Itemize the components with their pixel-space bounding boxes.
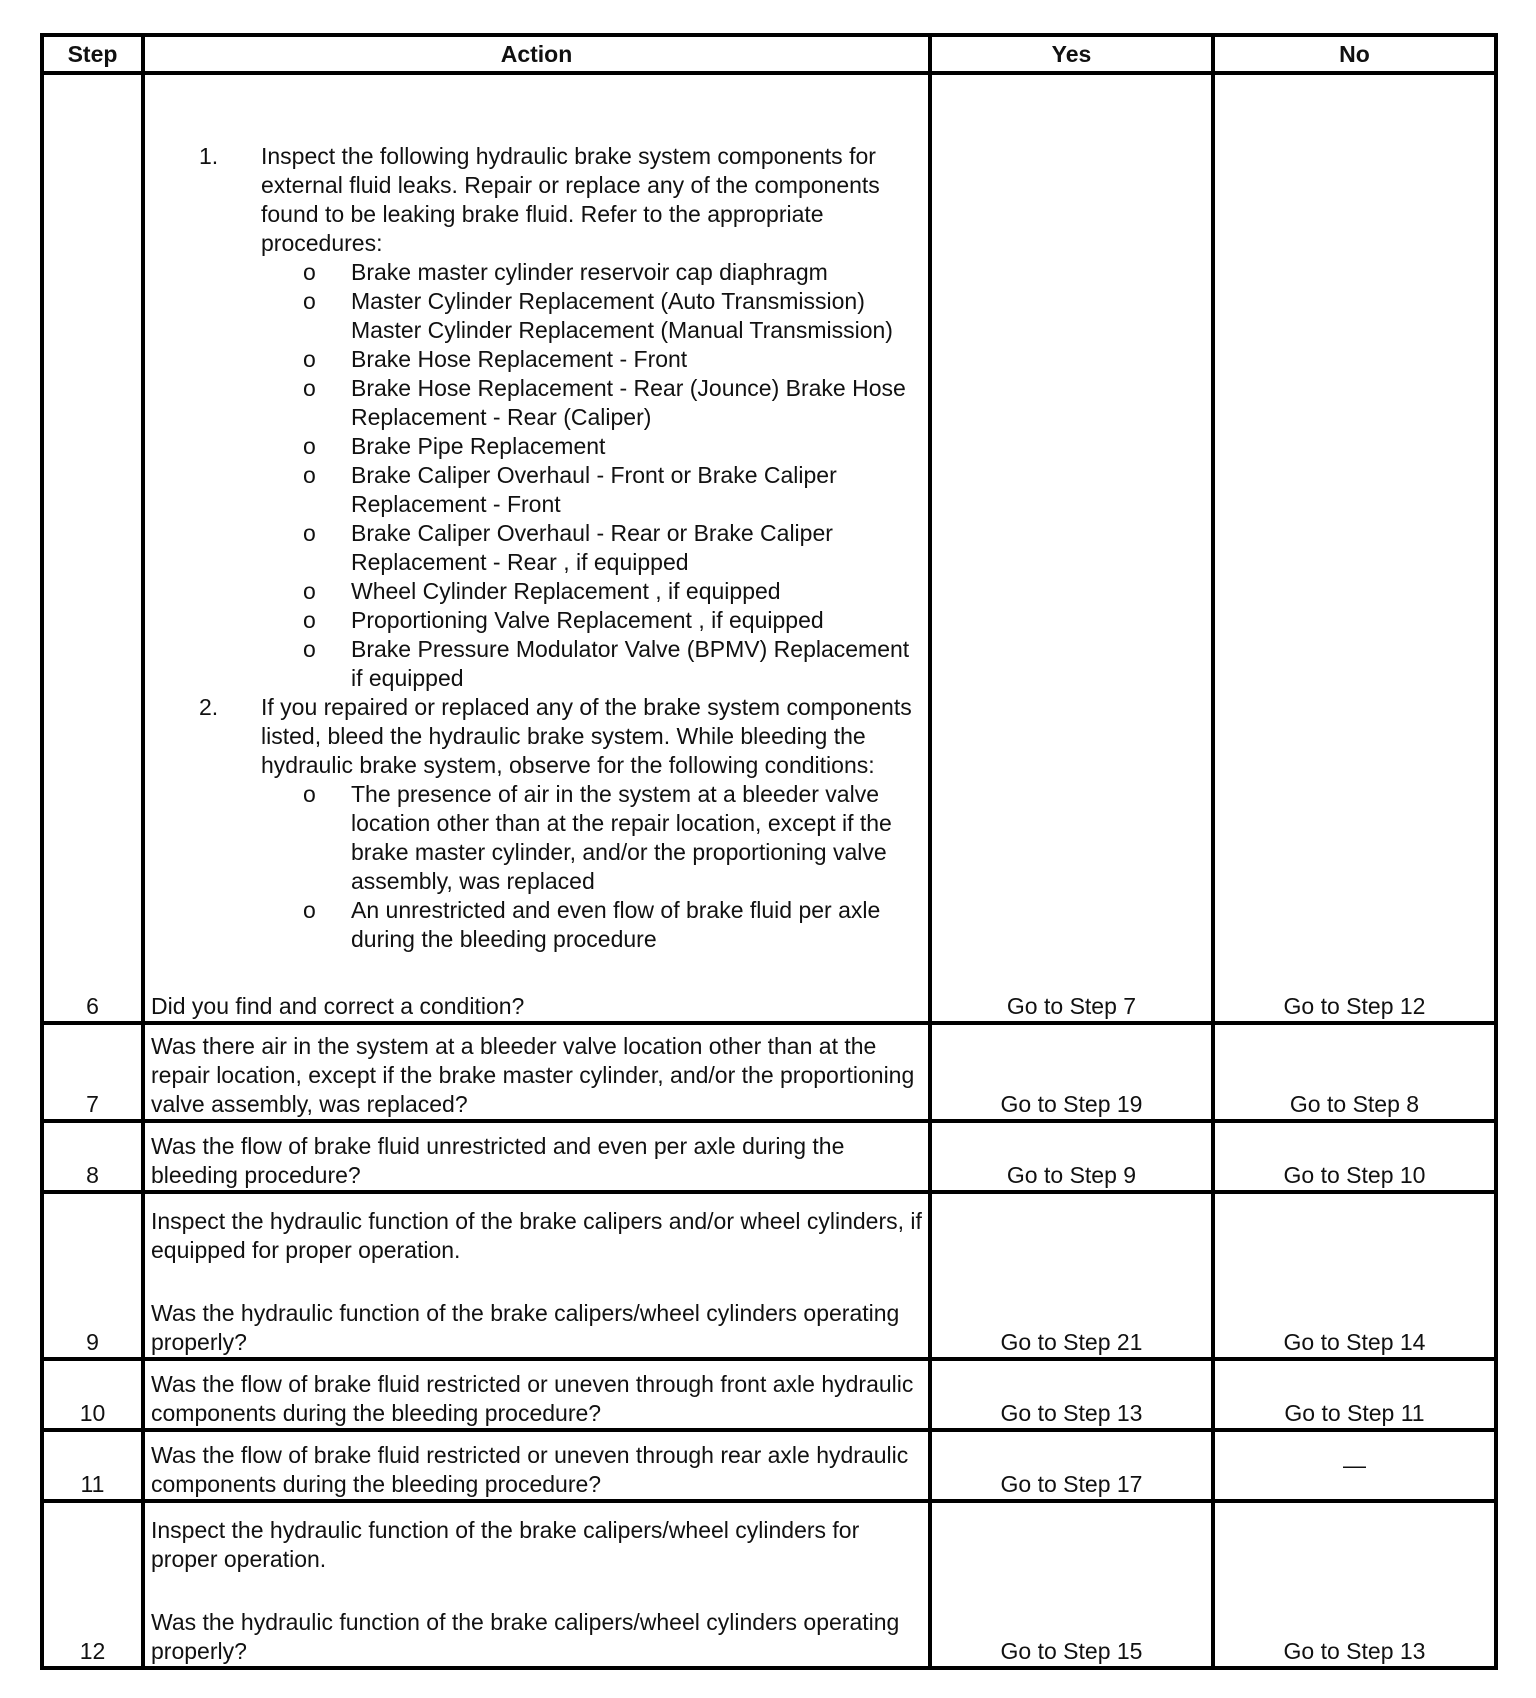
instruction-text: Inspect the hydraulic function of the brake calipers and/or wheel cylinders, if equipped for proper operation.: [151, 1208, 922, 1263]
action-cell: [143, 73, 930, 1023]
yes-result: Go to Step 15: [930, 1501, 1213, 1668]
header-row: [42, 35, 1496, 73]
question-text: Was the flow of brake fluid unrestricted and even per axle during the bleeding procedure?: [143, 1121, 930, 1192]
list-item: o Master Cylinder Replacement (Auto Transmission) Master Cylinder Replacement (Manual Transmission): [303, 288, 893, 343]
no-result: Go to Step 8: [1213, 1023, 1496, 1121]
header-yes: Yes: [930, 35, 1213, 73]
bullet-icon: o: [303, 462, 316, 488]
step-number: 7: [42, 1023, 143, 1121]
step-number: 8: [42, 1121, 143, 1192]
table-row-step-9: [42, 1192, 1496, 1359]
question-text: Was there air in the system at a bleeder valve location other than at the repair location, except if the brake master cylinder, and/or the proportioning valve assembly, was replaced?: [143, 1023, 930, 1121]
instruction-text: Inspect the hydraulic function of the brake calipers/wheel cylinders for proper operation.: [151, 1517, 860, 1572]
list-item: o Brake Hose Replacement - Rear (Jounce) Brake Hose Replacement - Rear (Caliper): [303, 375, 906, 430]
list-item: o Brake Caliper Overhaul - Rear or Brake Caliper Replacement - Rear , if equipped: [303, 520, 833, 575]
action-cell: [143, 1192, 930, 1359]
step-number: 9: [42, 1192, 143, 1359]
question-text: Was the flow of brake fluid restricted or uneven through front axle hydraulic components during the bleeding procedure?: [143, 1359, 930, 1430]
bullet-icon: o: [303, 520, 316, 546]
step-number: 12: [42, 1501, 143, 1668]
table-row-step-10: [42, 1359, 1496, 1430]
header-no: No: [1213, 35, 1496, 73]
question-text: Was the hydraulic function of the brake calipers/wheel cylinders operating properly?: [151, 1300, 900, 1355]
bullet-icon: o: [303, 636, 316, 662]
diagnostic-table: [40, 33, 1498, 1670]
bullet-icon: o: [303, 259, 316, 285]
table-row-step-12: [42, 1501, 1496, 1668]
table-row-step-6: [42, 73, 1496, 1023]
yes-result: Go to Step 17: [930, 1430, 1213, 1501]
no-result: Go to Step 12: [1213, 73, 1496, 1023]
no-result: Go to Step 14: [1213, 1192, 1496, 1359]
list-item: o Brake Pipe Replacement: [303, 433, 606, 459]
action-cell: [143, 1501, 930, 1668]
procedure-text: If you repaired or replaced any of the brake system components listed, bleed the hydraulic brake system. While bleeding the hydraulic brake system, observe for the following conditions:: [261, 694, 912, 778]
procedure-number: 2.: [199, 694, 219, 720]
bullet-icon: o: [303, 375, 316, 401]
bullet-icon: o: [303, 897, 316, 923]
bullet-icon: o: [303, 781, 316, 807]
no-result: Go to Step 11: [1213, 1359, 1496, 1430]
yes-result: Go to Step 7: [930, 73, 1213, 1023]
yes-result: Go to Step 9: [930, 1121, 1213, 1192]
bullet-icon: o: [303, 433, 316, 459]
no-result: —: [1213, 1430, 1496, 1501]
step-number: 11: [42, 1430, 143, 1501]
bullet-icon: o: [303, 607, 316, 633]
no-result: Go to Step 13: [1213, 1501, 1496, 1668]
bullet-icon: o: [303, 288, 316, 314]
question-text: Was the flow of brake fluid restricted or uneven through rear axle hydraulic components during the bleeding procedure?: [143, 1430, 930, 1501]
bullet-icon: o: [303, 578, 316, 604]
yes-result: Go to Step 19: [930, 1023, 1213, 1121]
procedure-item: [199, 142, 922, 693]
component-list: [261, 258, 922, 693]
list-item: o Brake master cylinder reservoir cap diaphragm: [303, 259, 828, 285]
header-step: Step: [42, 35, 143, 73]
list-item: o Proportioning Valve Replacement , if equipped: [303, 607, 824, 633]
step-number: 6: [42, 73, 143, 1023]
list-item: o Brake Hose Replacement - Front: [303, 346, 688, 372]
no-result: Go to Step 10: [1213, 1121, 1496, 1192]
spacer: [151, 1574, 922, 1608]
bullet-icon: o: [303, 346, 316, 372]
yes-result: Go to Step 13: [930, 1359, 1213, 1430]
condition-list: [261, 780, 922, 954]
question-text: Did you find and correct a condition?: [151, 993, 525, 1019]
question-text: Was the hydraulic function of the brake calipers/wheel cylinders operating properly?: [151, 1609, 900, 1664]
procedure-text: Inspect the following hydraulic brake system components for external fluid leaks. Repair or replace any of the components found to be leaking brake fluid. Refer to the appropriate procedures:: [261, 143, 880, 256]
spacer: [151, 954, 922, 992]
header-action: Action: [143, 35, 930, 73]
spacer: [151, 1265, 922, 1299]
table-row-step-8: [42, 1121, 1496, 1192]
procedure-item: [199, 693, 922, 954]
table-row-step-11: [42, 1430, 1496, 1501]
procedure-number: 1.: [199, 143, 219, 169]
list-item: o Brake Caliper Overhaul - Front or Brake Caliper Replacement - Front: [303, 462, 837, 517]
yes-result: Go to Step 21: [930, 1192, 1213, 1359]
list-item: o Wheel Cylinder Replacement , if equipped: [303, 578, 781, 604]
procedure-list: [151, 142, 922, 954]
step-number: 10: [42, 1359, 143, 1430]
list-item: o An unrestricted and even flow of brake fluid per axle during the bleeding procedure: [303, 897, 881, 952]
list-item: o The presence of air in the system at a bleeder valve location other than at the repair location, except if the brake master cylinder, and/or the proportioning valve assembly, was replaced: [303, 781, 892, 894]
table-row-step-7: [42, 1023, 1496, 1121]
list-item: o Brake Pressure Modulator Valve (BPMV) Replacement if equipped: [303, 636, 910, 691]
